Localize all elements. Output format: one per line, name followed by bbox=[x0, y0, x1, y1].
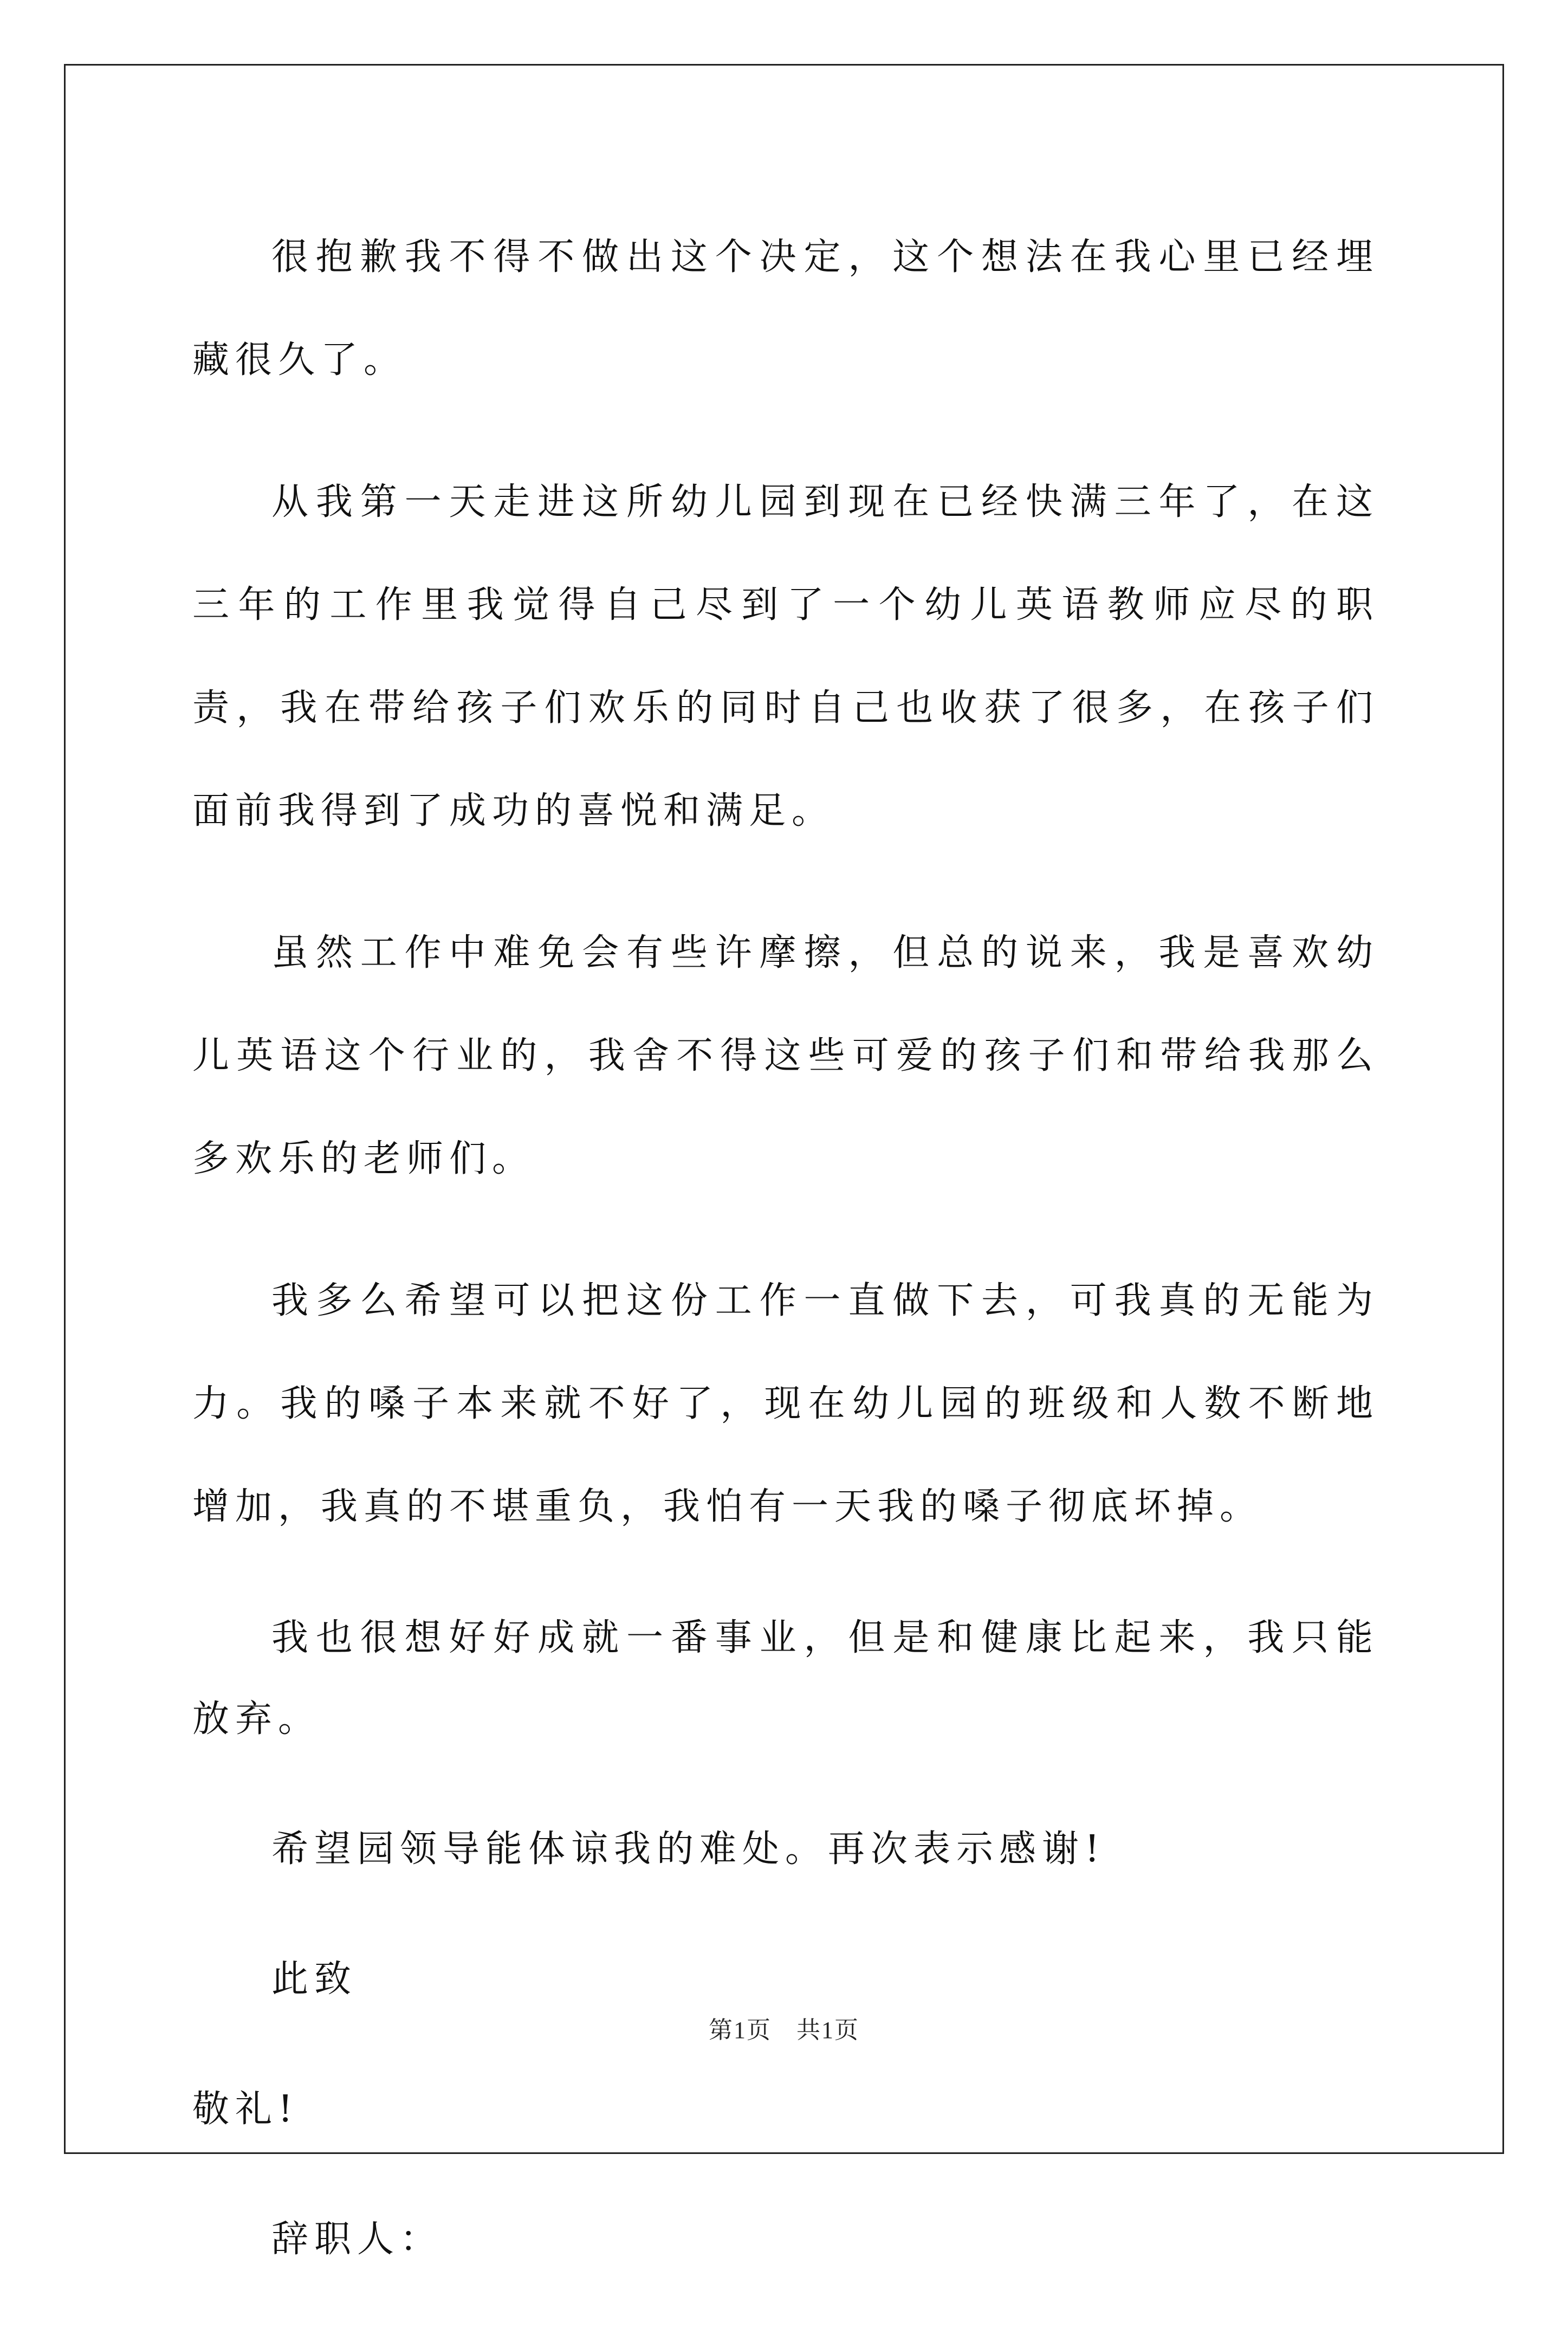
letter-paragraph: 希望园领导能体谅我的难处。再次表示感谢! bbox=[271, 1828, 1106, 1871]
letter-closing: 此致 bbox=[271, 1958, 358, 2001]
letter-paragraph: 我也很想好好成就一番事业，但是和健康比起来，我只能放弃。 bbox=[192, 1616, 1379, 1741]
letter-paragraph: 很抱歉我不得不做出这个决定，这个想法在我心里已经埋藏很久了。 bbox=[192, 236, 1379, 381]
letter-salutation: 敬礼! bbox=[192, 2088, 299, 2131]
signature-label: 辞职人： bbox=[271, 2218, 443, 2261]
page-number-footer: 第1页 共1页 bbox=[709, 2017, 859, 2043]
letter-paragraph: 虽然工作中难免会有些许摩擦，但总的说来，我是喜欢幼儿英语这个行业的，我舍不得这些可爱的孩子们和带给我那么多欢乐的老师们。 bbox=[192, 931, 1379, 1180]
letter-paragraph: 从我第一天走进这所幼儿园到现在已经快满三年了，在这三年的工作里我觉得自己尽到了一个幼儿英语教师应尽的职责，我在带给孩子们欢乐的同时自己也收获了很多，在孩子们面前我得到了成功的喜悦和满足。 bbox=[192, 481, 1379, 832]
letter-paragraph: 我多么希望可以把这份工作一直做下去，可我真的无能为力。我的嗓子本来就不好了，现在幼儿园的班级和人数不断地增加，我真的不堪重负，我怕有一天我的嗓子彻底坏掉。 bbox=[192, 1279, 1379, 1528]
